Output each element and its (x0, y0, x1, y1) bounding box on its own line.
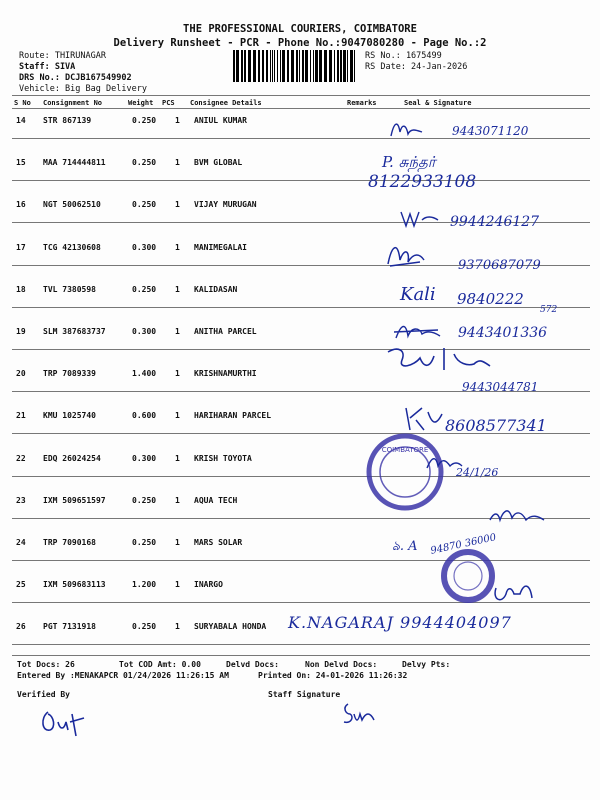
row-sno: 21 (16, 411, 26, 421)
row-sno: 15 (16, 158, 26, 168)
row-consignee: SURYABALA HONDA (194, 622, 267, 632)
handwritten-name-row-18: Kali (400, 284, 436, 305)
row-consignee: BVM GLOBAL (194, 158, 243, 168)
row-weight: 0.600 (132, 411, 157, 421)
row-consignment-no: STR 867139 (43, 116, 92, 125)
row-consignee: KRISH TOYOTA (194, 453, 252, 463)
row-sno: 18 (16, 284, 26, 294)
row-consignment-no: NGT 50062510 (43, 200, 101, 210)
barcode-bar (236, 50, 239, 82)
row-sno: 23 (16, 495, 26, 505)
row-pcs: 1 (175, 622, 180, 632)
barcode-bar (343, 50, 346, 82)
barcode-bar (266, 50, 268, 82)
barcode-bar (313, 50, 314, 82)
delivery-points: Delvy Pts: (402, 660, 451, 669)
row-weight: 0.300 (132, 242, 157, 252)
handwritten-name-row-15: P. சுந்தர் (382, 153, 436, 171)
row-pcs: 1 (175, 116, 180, 125)
barcode-bar (233, 50, 235, 82)
col-sno: S No (14, 99, 31, 107)
signature-row-16 (398, 206, 442, 230)
row-consignee: ANIUL KUMAR (194, 116, 247, 125)
row-sno: 20 (16, 369, 26, 379)
barcode-bar (340, 50, 342, 82)
staff-signature (340, 698, 380, 728)
row-consignment-no: KMU 1025740 (43, 411, 96, 421)
entered-by: Entered By :MENAKAPCR 01/24/2026 11:26:15 AM (17, 671, 229, 680)
non-delivered-docs: Non Delvd Docs: (305, 660, 378, 669)
row-consignee: KALIDASAN (194, 284, 238, 294)
barcode-bar (253, 50, 256, 82)
row-sno: 24 (16, 538, 26, 547)
handwritten-extra-row-18: 572 (540, 305, 558, 315)
barcode-bar (354, 50, 355, 82)
row-consignment-no: IXM 509683113 (43, 580, 106, 590)
row-sno: 25 (16, 580, 26, 590)
delivered-docs: Delvd Docs: (226, 660, 279, 669)
signature-row-17 (384, 240, 428, 270)
total-docs: Tot Docs: 26 (17, 660, 75, 669)
barcode-bar (350, 50, 353, 82)
row-weight: 1.200 (132, 580, 157, 590)
row-pcs: 1 (175, 495, 180, 505)
rs-date: RS Date: 24-Jan-2026 (365, 62, 468, 72)
barcode-bar (302, 50, 304, 82)
row-weight: 0.250 (132, 158, 157, 168)
barcode-bar (305, 50, 308, 82)
row-consignee: MANIMEGALAI (194, 242, 247, 252)
barcode-bar (277, 50, 278, 82)
handwritten-phone-row-18: 9840222 (457, 290, 524, 308)
row-weight: 0.250 (132, 538, 157, 547)
header-bottom-rule (12, 108, 590, 109)
barcode-bar (337, 50, 339, 82)
barcode-bar (270, 50, 271, 82)
signature-row-23 (486, 500, 546, 528)
row-separator (12, 138, 590, 139)
row-pcs: 1 (175, 284, 180, 294)
row-weight: 0.300 (132, 327, 157, 336)
row-separator (12, 476, 590, 477)
row-consignment-no: TRP 7089339 (43, 369, 96, 379)
row-pcs: 1 (175, 538, 180, 547)
row-consignment-no: EDQ 26024254 (43, 453, 101, 463)
signature-row-14 (388, 118, 428, 140)
vehicle-label: Vehicle: Big Bag Delivery (19, 84, 147, 94)
footer-rule (12, 655, 590, 656)
row-consignment-no: TCG 42130608 (43, 242, 101, 252)
row-weight: 0.250 (132, 200, 157, 210)
row-sno: 22 (16, 453, 26, 463)
barcode-bar (274, 50, 275, 82)
barcode-bar (319, 50, 322, 82)
row-weight: 0.250 (132, 116, 157, 125)
row-weight: 0.300 (132, 453, 157, 463)
row-pcs: 1 (175, 369, 180, 379)
barcode-bar (248, 50, 251, 82)
handwritten-name-phone-row-26: K.NAGARAJ 9944404097 (288, 613, 512, 632)
row-sno: 16 (16, 200, 26, 210)
signature-row-19 (392, 320, 442, 342)
barcode-bar (329, 50, 332, 82)
row-consignment-no: TVL 7380598 (43, 284, 96, 294)
row-separator (12, 180, 590, 181)
col-seal-signature: Seal & Signature (404, 99, 472, 107)
row-weight: 1.400 (132, 369, 157, 379)
row-separator (12, 644, 590, 645)
printed-on: Printed On: 24-01-2026 11:26:32 (258, 671, 408, 680)
handwritten-initials-row-24: ঌ. A (392, 539, 418, 554)
company-title: THE PROFESSIONAL COURIERS, COIMBATORE (183, 23, 417, 35)
col-remarks: Remarks (347, 99, 377, 107)
barcode-bar (282, 50, 285, 82)
barcode-bar (324, 50, 327, 82)
handwritten-phone-row-21: 8608577341 (445, 416, 547, 435)
handwritten-phone-row-20: 9443044781 (462, 380, 539, 394)
row-weight: 0.250 (132, 622, 157, 632)
handwritten-phone-row-24: 94870 36000 (429, 532, 498, 557)
barcode-bar (287, 50, 289, 82)
row-sno: 19 (16, 327, 26, 336)
barcode-bar (310, 50, 311, 82)
courier-seal-stamp-1 (365, 432, 445, 512)
handwritten-date-row-22: 24/1/26 (456, 466, 499, 479)
row-consignment-no: PGT 7131918 (43, 622, 96, 632)
barcode-bar (299, 50, 300, 82)
row-consignee: MARS SOLAR (194, 538, 243, 547)
row-consignee: ANITHA PARCEL (194, 327, 257, 336)
col-consignee: Consignee Details (190, 99, 262, 107)
barcode-bar (315, 50, 318, 82)
row-pcs: 1 (175, 453, 180, 463)
handwritten-phone-row-15: 8122933108 (368, 172, 477, 192)
barcode-bar (244, 50, 246, 82)
row-consignee: AQUA TECH (194, 495, 238, 505)
barcode-bar (272, 50, 273, 82)
stamp-text: COIMBATORE (381, 446, 429, 454)
row-sno: 17 (16, 242, 26, 252)
row-weight: 0.250 (132, 495, 157, 505)
row-pcs: 1 (175, 411, 180, 421)
signature-row-21 (402, 404, 448, 434)
col-consignment: Consignment No (43, 99, 103, 107)
barcode (233, 50, 358, 82)
staff-signature-label: Staff Signature (268, 690, 341, 699)
row-consignment-no: IXM 509651597 (43, 495, 106, 505)
barcode-bar (334, 50, 335, 82)
drs-number: DRS No.: DCJB167549902 (19, 73, 132, 83)
row-pcs: 1 (175, 327, 180, 336)
row-sno: 14 (16, 116, 26, 125)
staff-label: Staff: SIVA (19, 62, 76, 72)
row-consignment-no: MAA 714444811 (43, 158, 106, 168)
row-pcs: 1 (175, 158, 180, 168)
barcode-bar (291, 50, 294, 82)
barcode-bar (347, 50, 348, 82)
row-consignee: KRISHNAMURTHI (194, 369, 257, 379)
col-pcs: PCS (162, 99, 175, 107)
barcode-bar (296, 50, 298, 82)
runsheet-subtitle: Delivery Runsheet - PCR - Phone No.:9047080280 - Page No.:2 (113, 37, 487, 49)
header-top-rule (12, 95, 590, 96)
signature-row-20 (384, 344, 494, 378)
barcode-bar (258, 50, 260, 82)
row-pcs: 1 (175, 200, 180, 210)
row-pcs: 1 (175, 242, 180, 252)
row-pcs: 1 (175, 580, 180, 590)
barcode-bar (241, 50, 243, 82)
handwritten-phone-row-14: 9443071120 (452, 124, 529, 138)
row-sno: 26 (16, 622, 26, 632)
row-consignment-no: SLM 387683737 (43, 327, 106, 336)
row-separator (12, 349, 590, 350)
verified-by-label: Verified By (17, 690, 70, 699)
handwritten-phone-row-17: 9370687079 (458, 258, 541, 273)
row-consignee: INARGO (194, 580, 223, 590)
barcode-bar (262, 50, 264, 82)
route-label: Route: THIRUNAGAR (19, 51, 106, 61)
row-consignee: VIJAY MURUGAN (194, 200, 257, 210)
col-weight: Weight (128, 99, 154, 107)
total-cod-amount: Tot COD Amt: 0.00 (119, 660, 201, 669)
courier-seal-stamp-2 (440, 548, 496, 604)
row-weight: 0.250 (132, 284, 157, 294)
handwritten-phone-row-16: 9944246127 (450, 214, 540, 230)
barcode-bar (280, 50, 281, 82)
handwritten-phone-row-19: 9443401336 (458, 325, 548, 341)
rs-number: RS No.: 1675499 (365, 51, 442, 61)
verified-by-signature (38, 704, 90, 740)
row-consignee: HARIHARAN PARCEL (194, 411, 272, 421)
row-consignment-no: TRP 7090168 (43, 538, 96, 547)
row-separator (12, 560, 590, 561)
signature-row-25 (490, 576, 536, 610)
